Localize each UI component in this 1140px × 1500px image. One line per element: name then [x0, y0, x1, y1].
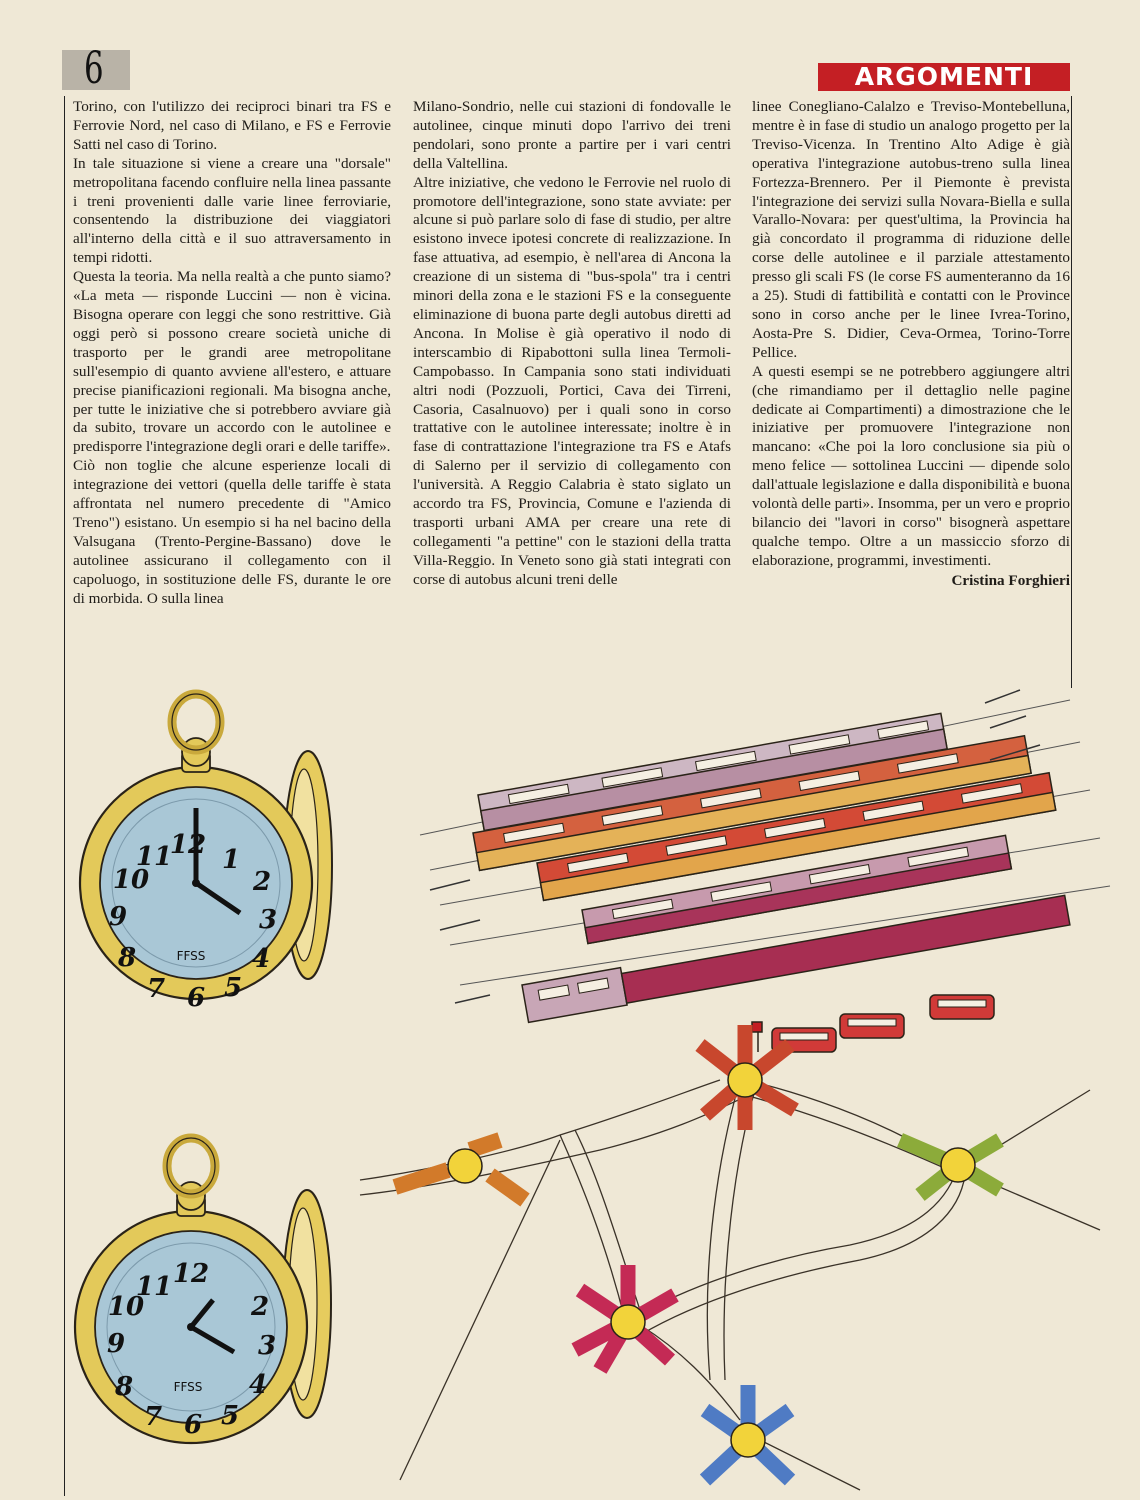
clock-numeral: 7: [146, 974, 166, 1004]
clock-numeral: 8: [117, 943, 137, 973]
clock-numeral: 9: [106, 1329, 126, 1359]
clock-numeral: 8: [114, 1372, 134, 1402]
page-number: 6: [84, 43, 104, 94]
paragraph: Altre iniziative, che vedono le Ferrovie nel ruolo di promotore dell'integrazione, sono state avviate: per alcune si può parlare solo di fase di studio, per altre esistono invece ipotesi concrete di realizzazione. In fase attuativa, ad esempio, è nell'area di Ancona la creazione di un sistema di "bus-spola" tra i centri minori della zona e le stazioni FS e la conseguente eliminazione di buona parte degli autobus diretti ad Ancona. In Molise è già operativo il nodo di interscambio di Ripabottoni sulla linea Termoli-Campobasso. In Campania sono stati individuati altri nodi (Pozzuoli, Portici, Cava dei Tirreni, Casoria, Casalnuovo) per i quali sono in corso trattative con le autolinee interessate; inoltre è in fase di contrattazione l'integrazione tra FS e Atafs di Salerno per il servizio di collegamento con l'università. A Reggio Calabria è stato siglato un accordo tra FS, Provincia, Comune e l'azienda di trasporti urbani AMA per creare una rete di collegamenti "a pettine" con le stazioni della tratta Villa-Reggio. In Veneto sono già stati integrati con corse di autobus alcuni treni delle: [413, 173, 731, 588]
paragraph: Torino, con l'utilizzo dei reciproci binari tra FS e Ferrovie Nord, nel caso di Milano, e FS e Ferrovie Satti nel caso di Torino.: [73, 98, 391, 153]
clock-numeral: 3: [257, 1331, 277, 1361]
clock-numeral: 9: [108, 902, 128, 932]
clock-numeral: 7: [143, 1402, 163, 1432]
paragraph: A questi esempi se ne potrebbero aggiungere altri (che rimandiamo per il dettaglio nelle pagine dedicate ai Compartimenti) a dimostrazione che le iniziative per promuovere l'integrazione non mancano: «Che poi la loro conclusione sia più o meno felice — sottolinea Luccini — dipende solo dall'attuale legislazione e dalla disponibilità e buona volontà delle parti». Insomma, per un vero e proprio bilancio dei "lavori in corso" bisognerà aspettare qualche tempo. Oltre a un massiccio sforzo di elaborazione, programmi, investimenti.: [752, 362, 1071, 569]
clock-numeral: 10: [107, 1292, 145, 1322]
clock-numeral: 11: [135, 842, 173, 872]
clock-numeral: 2: [250, 1292, 270, 1322]
clock-numeral: 3: [258, 905, 278, 935]
paragraph: linee Conegliano-Calalzo e Treviso-Montebelluna, mentre è in fase di studio un analogo progetto per la Treviso-Vicenza. In Trentino Alto Adige è già operativa l'integrazione autobus-treno sulla linea Fortezza-Brennero. Per il Piemonte è prevista l'integrazione dei servizi sulla Novara-Biella e sulla Varallo-Novara: per quest'ultima, la Provincia ha già concordato il programma di riduzione delle corse delle autolinee e il parziale attestamento presso gli scali FS (le corse FS aumenteranno da 16 a 25). Studi di fattibilità e contatti con le Province sono in corso anche per le linee Ivrea-Torino, Aosta-Pre S. Didier, Ceva-Ormea, Torino-Torre Pellice.: [752, 98, 1070, 361]
paragraph: Milano-Sondrio, nelle cui stazioni di fondovalle le autolinee, cinque minuti dopo l'arrivo dei treni pendolari, sono pronte a partire per i vari centri della Valtellina.: [413, 98, 731, 172]
clock-numeral: 12: [169, 830, 207, 860]
network-map-illustration: [360, 1025, 1100, 1490]
clock-numeral: 1: [221, 845, 241, 875]
green-node-illustration: [900, 1140, 1000, 1195]
clock-numeral: 11: [135, 1272, 173, 1302]
clock-numeral: 4: [251, 944, 271, 974]
trains-illustration: [420, 690, 1110, 1022]
byline: Cristina Forghieri: [951, 571, 1070, 589]
clock-numeral: 6: [186, 983, 206, 1013]
magenta-node-illustration: [575, 1265, 675, 1370]
clock-numeral: 10: [112, 865, 150, 895]
paragraph: Ciò non toglie che alcune esperienze locali di integrazione dei vettori (quella delle tariffe è stata affrontata nel numero precedente di "Amico Treno") esistano. Un esempio si ha nel bacino della Valsugana (Trento-Pergine-Bassano) dove le autolinee assicurano il collegamento con il capoluogo, in sostituzione delle FS, durante le ore di morbida. O sulla linea: [73, 457, 391, 607]
paragraph: Questa la teoria. Ma nella realtà a che punto siamo? «La meta — risponde Luccini — non è vicina. Bisogna operare con leggi che sono restrittive. Già oggi però si possono creare società uniche di trasporto per le grandi aree metropolitane sull'esempio di quanto avviene all'estero, e attuare precise pianificazioni regionali. Ma bisogna anche, per tutte le iniziative che si potrebbero avviare già da subito, trovare un accordo con le autolinee e predisporre l'integrazione degli orari e delle tariffe».: [73, 268, 391, 456]
pocket-watch-bottom-illustration: [75, 1138, 331, 1443]
blue-node-illustration: [705, 1385, 790, 1480]
clock-numeral: 6: [183, 1410, 203, 1440]
clock-brand: FFSS: [176, 949, 206, 963]
clock-numeral: 5: [223, 973, 243, 1003]
clock-brand: FFSS: [173, 1380, 203, 1394]
clock-numeral: 4: [248, 1370, 268, 1400]
pocket-watch-top-illustration: [80, 694, 332, 1013]
clock-numeral: 2: [252, 867, 272, 897]
clock-numeral: 12: [172, 1259, 210, 1289]
clock-numeral: 5: [220, 1401, 240, 1431]
paragraph: In tale situazione si viene a creare una "dorsale" metropolitana facendo confluire nella linea passante i treni provenienti dalle varie linee ferroviarie, consentendo la distribuzione dei viaggiatori all'interno della città e il suo attraversamento in tempi ridotti.: [73, 154, 391, 267]
section-label: ARGOMENTI: [818, 63, 1070, 91]
orange-node-illustration: [395, 1140, 525, 1200]
